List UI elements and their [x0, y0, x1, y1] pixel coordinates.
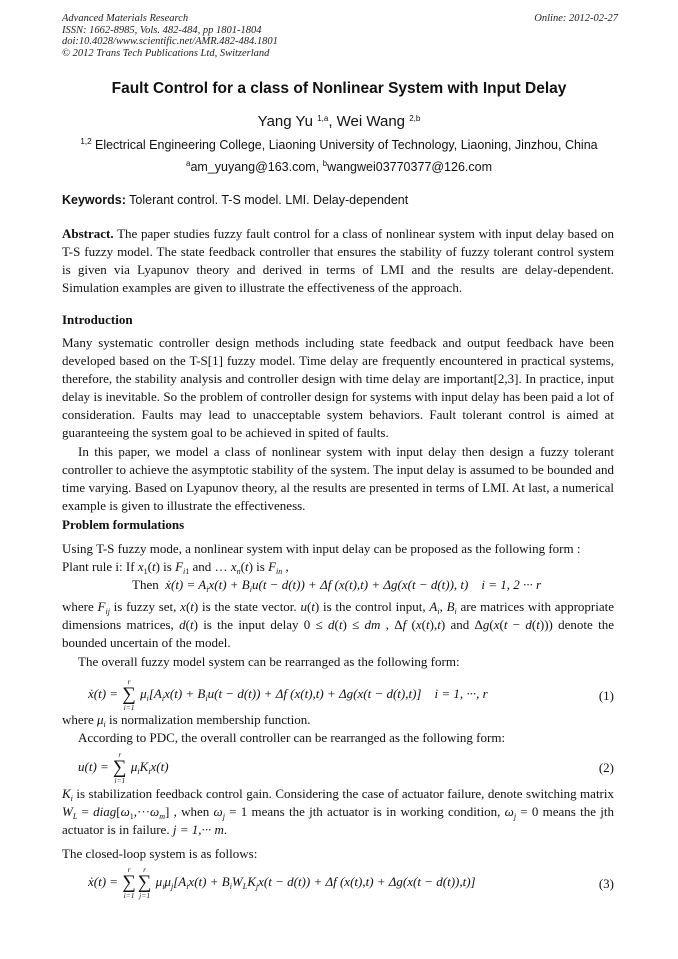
equation-3: ẋ(t) = r ∑ i=1 r ∑ j=1 $\mu_i\mu_j[A_ix(t) + B_iW_LK_jx(t - d(t)) + \Delta f$ (x(t),t) + Δg(x(t − d(t)),t)] — [88, 865, 476, 900]
email-a-sup: a — [186, 159, 191, 168]
author-2: Wei Wang — [336, 113, 406, 130]
where-b: is fuzzy set, — [109, 599, 181, 614]
equation-rule: Then ẋ(t) = $A_ix(t) + B_iu(t - d(t)) + \Delta f$ (x(t),t) + Δg(x(t − d(t)), t) i = 1, 2 ··· r — [132, 577, 542, 594]
where-e: are matrices with appropriate dimensions matrices, — [62, 599, 614, 633]
where-definitions: where $F_{ij}$ is fuzzy set, x(t) is the state vector. u(t) is the control input, $A_i$, $B_i$ are matrices with appropriate dimensions matrices, d(t) is the input delay 0 ≤ d(t) ≤ dm , Δf (x(t),t) and Δg(x(t − d(t))) denote the bounded uncertain of the model. — [62, 599, 614, 651]
journal-header — [62, 13, 618, 59]
author-2-sup: 2,b — [409, 114, 421, 123]
rule-and: and … — [189, 559, 231, 574]
rule-is-2: is — [252, 559, 269, 574]
where-f: is the input delay — [197, 617, 304, 633]
sum-symbol: r ∑ i=1 — [122, 865, 136, 900]
intro-p1: Many systematic controller design methods including state feedback and output feedback have been developed based on the T-S[1] fuzzy model. Time delay are frequently encountered in practical systems, therefore, the stability analysis and controller design with time delay are important[2,3]. In practice, input delay is inevitable. So the problem of controller design for systems with input delay has been paid a lot of consideration. Faults may lead to unacceptable system behaviors. Fault tolerant control is aimed at guaranteeing the system goal to be achieved in spited of faults. — [62, 335, 614, 441]
author-sep: , — [328, 113, 337, 130]
paper-title: Fault Control for a class of Nonlinear System with Input Delay — [111, 80, 567, 97]
email-b-sup: b — [322, 159, 328, 168]
where-d: is the control input, — [319, 599, 430, 614]
where-a: where — [62, 599, 98, 614]
author-1: Yang Yu — [257, 113, 314, 130]
where2-a: where — [62, 712, 98, 727]
copyright-line: © 2012 Trans Tech Publications Ltd, Switzerland — [62, 47, 270, 59]
intro-p2: In this paper, we model a class of nonlinear system with input delay then design a fuzzy tolerant controller to achieve the asymptotic stability of the system. The input delay is assumed to be bounded and time varying. Based on Lyapunov theory, al the results are presented in terms of LMI. At last, a numerical example is given to illustrate the effectiveness. — [62, 444, 614, 514]
sum-symbol: r ∑ i=1 — [122, 677, 136, 712]
where-c: is the state vector. — [198, 599, 301, 614]
rule-range: i = 1, 2 ··· r — [481, 577, 542, 592]
keywords-text: Tolerant control. T-S model. LMI. Delay-dependent — [125, 193, 409, 207]
affil-sup: 1,2 — [80, 137, 92, 146]
author-1-sup: 1,a — [317, 114, 329, 123]
sum-symbol: r ∑ i=1 — [113, 750, 127, 785]
ki-fail: means the jth actuator is in failure. — [62, 804, 614, 838]
pdc-text: According to PDC, the overall controller can be rearranged as the following form: — [78, 730, 506, 745]
rule-is-1: is — [159, 559, 176, 574]
plant-rule: Plant rule i: If $x_1(t)$ is $F_{i1}$ and … $x_n(t)$ is $F_{in}$ , — [62, 559, 289, 576]
equation-1: ẋ(t) = r ∑ i=1 $\mu_i[A_ix(t) + B_iu(t - d(t)) + \Delta f$ (x(t),t) + Δg(x(t − d(t),t)] i = 1, ···, r — [88, 677, 488, 712]
eq2-number: (2) — [598, 760, 614, 775]
where2-b: is normalization membership function. — [105, 712, 311, 727]
online-date: Online: 2012-02-27 — [534, 13, 618, 24]
problem-heading: Problem formulations — [62, 517, 185, 532]
closed-loop-text: The closed-loop system is as follows: — [62, 846, 258, 861]
abstract-text: The paper studies fuzzy fault control for a class of nonlinear system with input delay based on T-S fuzzy model. The state feedback controller that ensures the stability of fuzzy tolerant control system is given via Lyapunov theory and derived in terms of LMI and the results are delay-dependent. Simulation examples are given to illustrate the effectiveness of the approach. — [62, 226, 614, 296]
keywords-label: Keywords: — [62, 193, 126, 207]
sum-symbol: r ∑ j=1 — [137, 865, 152, 900]
where-i: denote the bounded uncertain of the model. — [62, 617, 614, 651]
problem-intro: Using T-S fuzzy mode, a nonlinear system with input delay can be proposed as the following form : — [62, 541, 581, 556]
eq1-range: i = 1, ···, r — [434, 685, 488, 701]
where-g: , — [380, 617, 395, 633]
where-h: and — [445, 617, 470, 633]
affiliation — [40, 138, 638, 152]
issn-line: ISSN: 1662-8985, Vols. 482-484, pp 1801-1804 — [62, 24, 262, 36]
eq1-number: (1) — [598, 688, 614, 703]
doi-line: doi:10.4028/www.scientific.net/AMR.482-484.1801 — [62, 36, 278, 47]
email-b[interactable]: wangwei03770377@126.com — [327, 160, 492, 174]
affil-text: Electrical Engineering College, Liaoning University of Technology, Liaoning, Jinzhou, China — [91, 138, 598, 152]
eq3-number: (3) — [598, 876, 614, 891]
email-a[interactable]: am_yuyang@163.com, — [190, 160, 323, 174]
abstract-label: Abstract. — [62, 226, 114, 241]
intro-heading: Introduction — [62, 312, 133, 327]
emails — [40, 160, 638, 174]
overall-text: The overall fuzzy model system can be rearranged as the following form: — [78, 654, 460, 669]
abstract — [62, 225, 614, 297]
equation-2: u(t) = r ∑ i=1 $\mu_iK_ix(t)$ — [78, 750, 169, 785]
ki-when: , when — [169, 804, 214, 820]
journal-name: Advanced Materials Research — [62, 13, 189, 24]
rule-end: , — [282, 559, 289, 574]
keywords — [62, 193, 618, 207]
rule-prefix: Plant rule i: If — [62, 559, 138, 574]
then-word: Then — [132, 577, 159, 592]
ki-means: means the jth actuator is in working condition, — [247, 804, 505, 820]
ki-text: $K_i$ is stabilization feedback control gain. Considering the case of actuator failure, denote switching matrix $W_L$ = $diag[\omega_1,\cdot\cdot\cdot\omega_m]$ , when $\omega_j = 1$ means the jth actuator is in working condition, $\omega_j = 0$ means the jth actuator is in failure. j = 1,··· m. — [62, 786, 614, 838]
ki-j-range: j = 1,··· m — [172, 822, 224, 838]
ki-desc: is stabilization feedback control gain. Considering the case of actuator failure, denote switching matrix — [72, 786, 614, 801]
authors-line — [40, 113, 638, 130]
where-mu: where $\mu_i$ is normalization membership function. — [62, 712, 311, 729]
